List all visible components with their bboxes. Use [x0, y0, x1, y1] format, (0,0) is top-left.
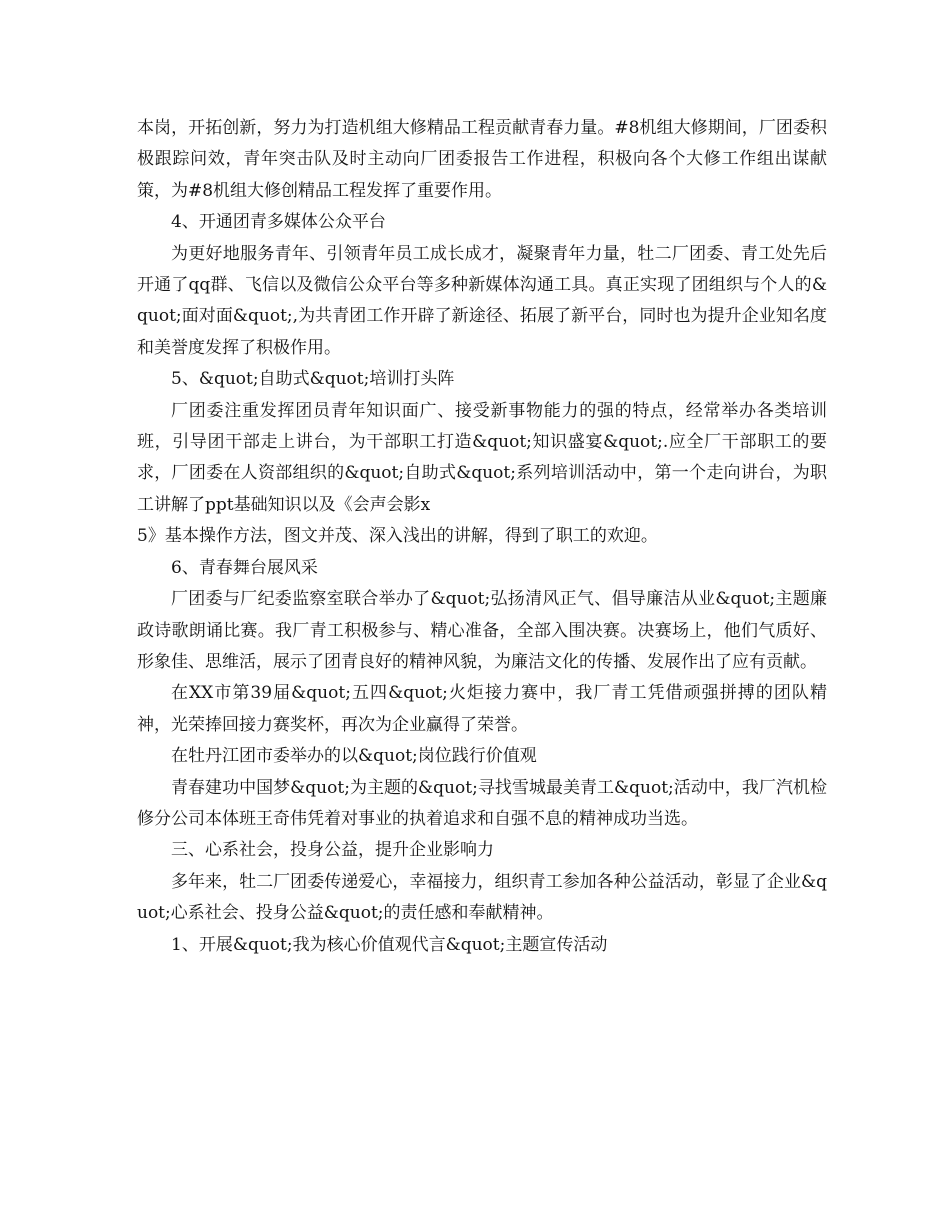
paragraph-text: 为更好地服务青年、引领青年员工成长成才，凝聚青年力量，牡二厂团委、青工处先后开通了qq群、飞信以及微信公众平台等多种新媒体沟通工具。真正实现了团组织与个人的&quot;面对面&quot;,为共青团工作开辟了新途径、拓展了新平台，同时也为提升企业知名度和美誉度发挥了积极作用。 — [137, 243, 827, 358]
section-heading: 三、心系社会，投身公益，提升企业影响力 — [171, 840, 494, 861]
section-heading: 6、青春舞台展风采 — [171, 557, 318, 578]
section-heading: 4、开通团青多媒体公众平台 — [171, 212, 386, 233]
paragraph-text: 本岗，开拓创新，努力为打造机组大修精品工程贡献青春力量。#8机组大修期间，厂团委积极跟踪问效，青年突击队及时主动向厂团委报告工作进程，积极向各个大修工作组出谋献策，为#8机组大修创精品工程发挥了重要作用。 — [137, 118, 827, 201]
paragraph-text: 多年来，牡二厂团委传递爱心，幸福接力，组织青工参加各种公益活动，彰显了企业&quot;心系社会、投身公益&quot;的责任感和奉献精神。 — [137, 871, 827, 924]
paragraph-text: 在XX市第39届&quot;五四&quot;火炬接力赛中，我厂青工凭借顽强拼搏的团队精神，光荣捧回接力赛奖杯，再次为企业赢得了荣誉。 — [137, 683, 827, 735]
paragraph-text: 青春建功中国梦&quot;为主题的&quot;寻找雪城最美青工&quot;活动中，我厂汽机检修分公司本体班王奇伟凭着对事业的执着追求和自强不息的精神成功当选。 — [137, 777, 827, 829]
paragraph-text: 在牡丹江团市委举办的以&quot;岗位践行价值观 — [171, 746, 537, 767]
paragraph-text: 厂团委与厂纪委监察室联合举办了&quot;弘扬清风正气、倡导廉洁从业&quot;主题廉政诗歌朗诵比赛。我厂青工积极参与、精心准备，全部入围决赛。决赛场上，他们气质好、形象佳、思维活，展示了团青良好的精神风貌，为廉洁文化的传播、发展作出了应有贡献。 — [137, 589, 827, 672]
paragraph-text: 厂团委注重发挥团员青年知识面广、接受新事物能力的强的特点，经常举办各类培训班，引导团干部走上讲台，为干部职工打造&quot;知识盛宴&quot;.应全厂干部职工的要求，厂团委在人资部组织的&quot;自助式&quot;系列培训活动中，第一个走向讲台，为职工讲解了ppt基础知识以及《会声会影x — [137, 400, 827, 515]
section-heading: 1、开展&quot;我为核心价值观代言&quot;主题宣传活动 — [171, 934, 608, 955]
paragraph-text: 5》基本操作方法，图文并茂、深入浅出的讲解，得到了职工的欢迎。 — [137, 526, 658, 547]
section-heading: 5、&quot;自助式&quot;培训打头阵 — [171, 369, 455, 390]
document-body — [137, 113, 827, 961]
